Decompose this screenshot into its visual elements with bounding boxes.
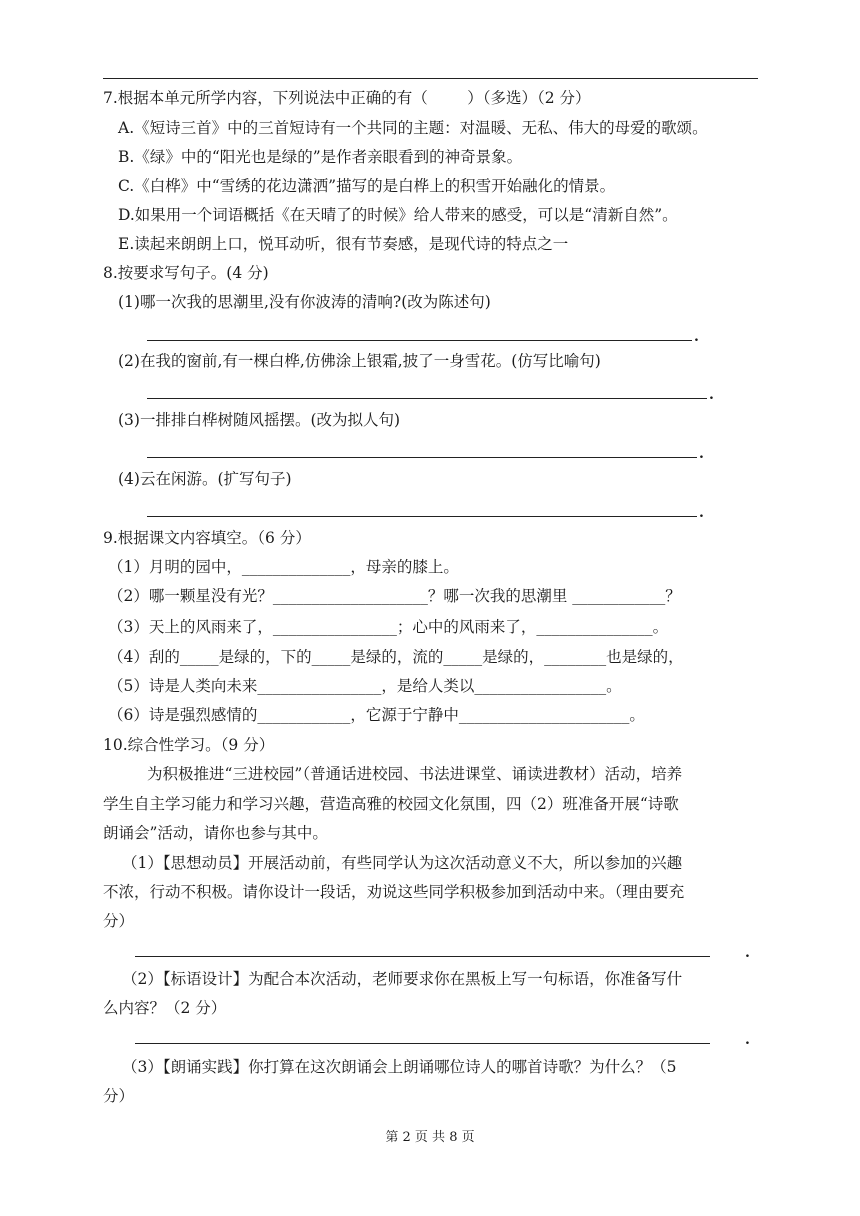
q7-option-d: D.如果用一个词语概括《在天晴了的时候》给人带来的感受，可以是“清新自然”。 [118, 206, 678, 224]
page-footer: 第 2 页 共 8 页 [385, 1130, 475, 1145]
q8-item-4: (4)云在闲游。(扩写句子) [118, 470, 292, 488]
q7-stem: 7.根据本单元所学内容，下列说法中正确的有（ ）（多选）（2 分） [103, 89, 591, 107]
q7-option-e: E.读起来朗朗上口，悦耳动听，很有节奏感，是现代诗的特点之一 [118, 235, 569, 253]
q10-intro-line-1: 为积极推进“三进校园”（普通话进校园、书法进课堂、诵读进教材）活动，培养 [147, 765, 683, 783]
q10-part1-line-1: （1）【思想动员】开展活动前，有些同学认为这次活动意义不大，所以参加的兴趣 [122, 854, 683, 872]
q9-item-5: （5）诗是人类向未来________________，是给人类以_________________。 [108, 677, 622, 695]
q10-part1-line-3: 分） [103, 912, 135, 930]
q10-stem: 10.综合性学习。（9 分） [103, 736, 275, 754]
q9-item-3: （3）天上的风雨来了，________________；心中的风雨来了，_______________。 [108, 618, 669, 636]
q8-item-2: (2)在我的窗前,有一棵白桦,仿佛涂上银霜,披了一身雪花。(仿写比喻句) [118, 352, 601, 370]
q10-part1-answer-line[interactable] [135, 956, 710, 957]
q8-answer-dot-3: . [699, 446, 704, 462]
q9-item-2: （2）哪一颗星没有光？____________________？哪一次我的思潮里 ____________？ [108, 587, 681, 605]
q10-part3-line-2: 分） [103, 1087, 135, 1105]
q9-item-6: （6）诗是强烈感情的____________，它源于宁静中______________________。 [108, 706, 645, 724]
q8-item-3: (3)一排排白桦树随风摇摆。(改为拟人句) [118, 411, 401, 429]
q8-answer-dot-1: . [694, 329, 699, 345]
q9-item-1: （1）月明的园中，______________，母亲的膝上。 [108, 558, 459, 576]
q10-part1-line-2: 不浓，行动不积极。请你设计一段话，劝说这些同学积极参加到活动中来。（理由要充 [103, 883, 685, 901]
q7-option-a: A.《短诗三首》中的三首短诗有一个共同的主题：对温暖、无私、伟大的母爱的歌颂。 [118, 119, 708, 137]
q10-part2-answer-line[interactable] [135, 1043, 710, 1044]
q8-answer-line-3[interactable] [147, 457, 697, 458]
q10-part2-answer-dot: . [745, 1032, 750, 1048]
q10-intro-line-2: 学生自主学习能力和学习兴趣，营造高雅的校园文化氛围，四（2）班准备开展“诗歌 [103, 795, 679, 813]
q8-answer-line-4[interactable] [147, 516, 697, 517]
q9-item-4: （4）刮的_____是绿的，下的_____是绿的，流的_____是绿的，________也是绿的， [108, 648, 684, 666]
q7-option-b: B.《绿》中的“阳光也是绿的”是作者亲眼看到的神奇景象。 [118, 148, 523, 166]
q10-part1-answer-dot: . [745, 945, 750, 961]
q9-stem: 9.根据课文内容填空。（6 分） [103, 529, 311, 547]
q8-item-1: (1)哪一次我的思潮里,没有你波涛的清响?(改为陈述句) [118, 293, 491, 311]
q7-option-c: C.《白桦》中“雪绣的花边潇洒”描写的是白桦上的积雪开始融化的情景。 [118, 177, 616, 195]
q10-part3-line-1: （3）【朗诵实践】你打算在这次朗诵会上朗诵哪位诗人的哪首诗歌？为什么？（5 [122, 1058, 677, 1076]
q8-answer-line-2[interactable] [147, 398, 707, 399]
q8-answer-dot-2: . [709, 387, 714, 403]
q8-answer-line-1[interactable] [147, 340, 692, 341]
q10-intro-line-3: 朗诵会”活动，请你也参与其中。 [103, 824, 328, 842]
q8-stem: 8.按要求写句子。(4 分) [103, 264, 269, 282]
header-rule [103, 78, 758, 79]
q10-part2-line-1: （2）【标语设计】为配合本次活动，老师要求你在黑板上写一句标语，你准备写什 [122, 970, 683, 988]
q10-part2-line-2: 么内容？（2 分） [103, 999, 227, 1017]
q8-answer-dot-4: . [699, 505, 704, 521]
